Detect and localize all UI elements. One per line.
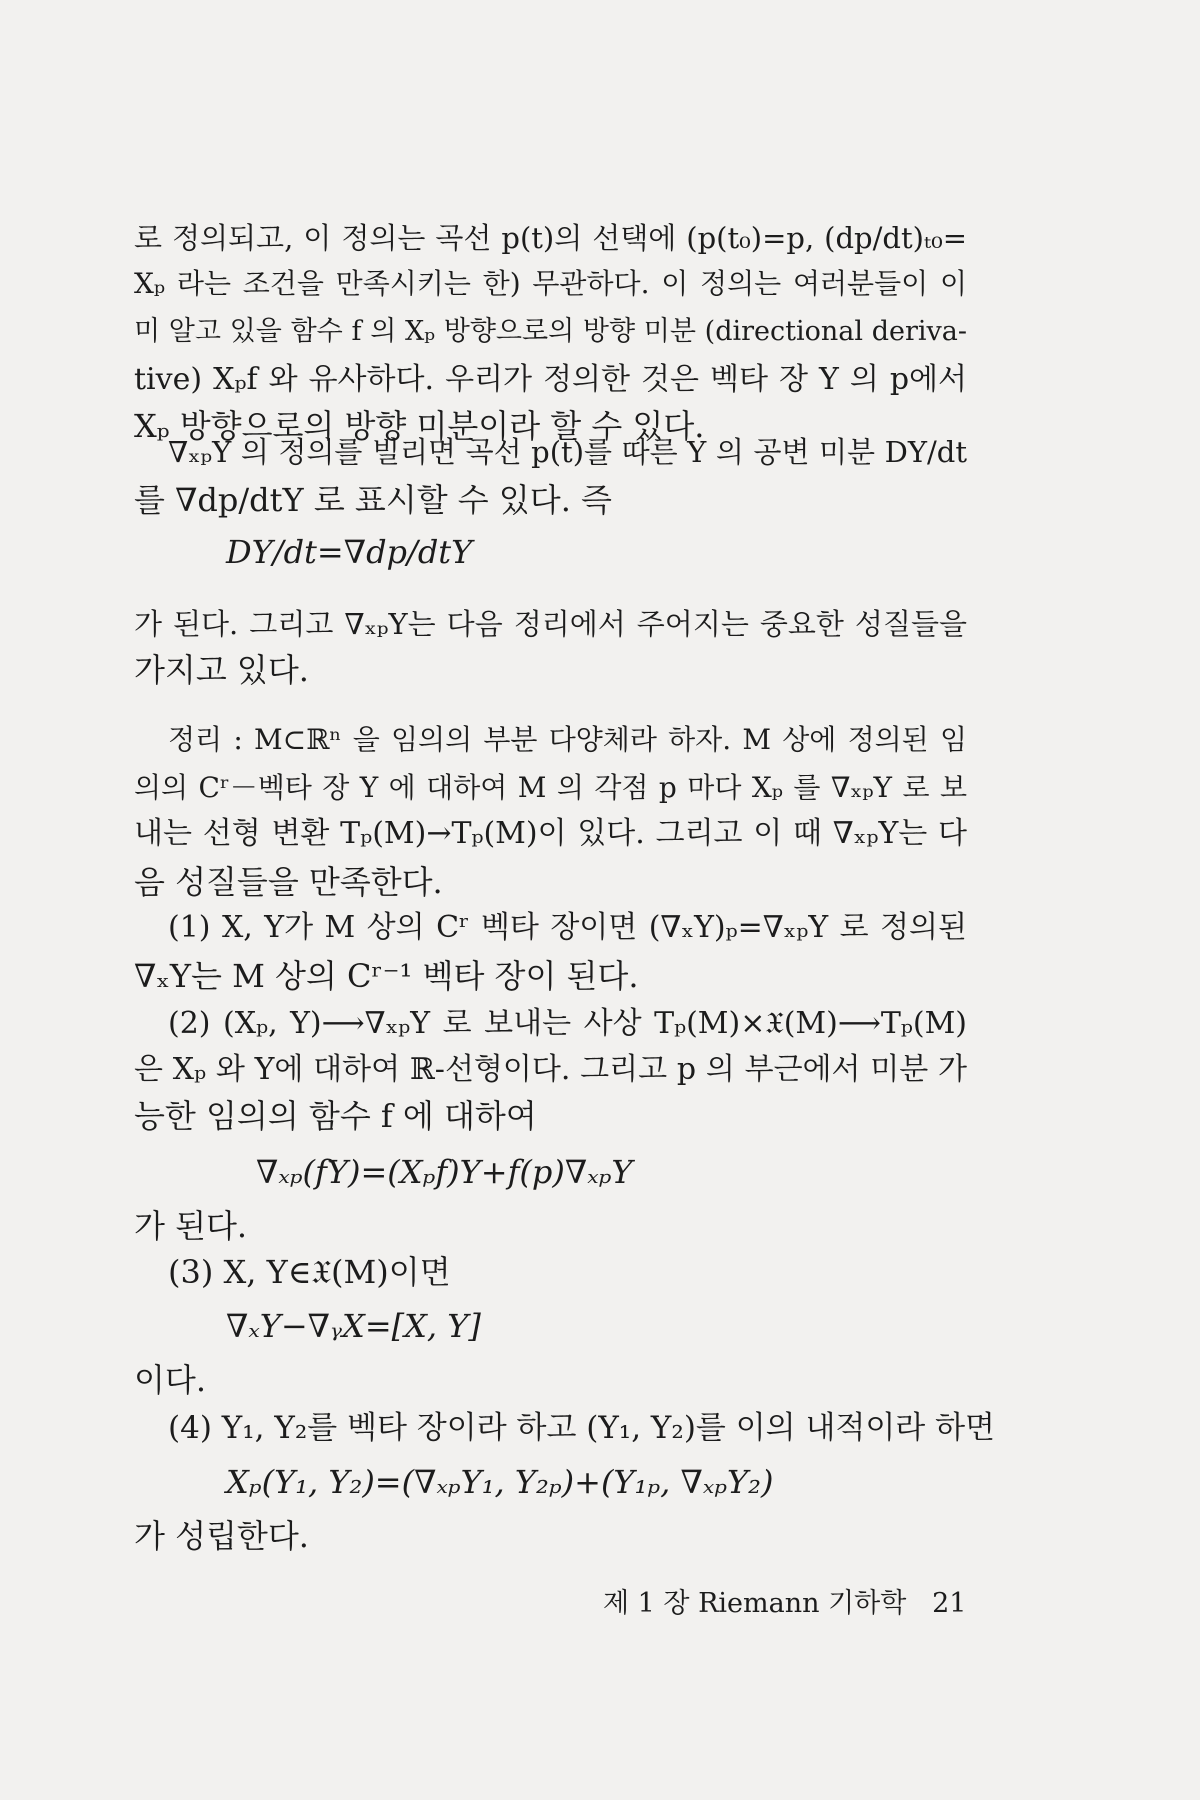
theorem-line: 음 성질들을 만족한다. [134, 863, 443, 901]
body-line: 가 된다. 그리고 ∇ₓₚY는 다음 정리에서 주어지는 중요한 성질들을 [134, 607, 967, 641]
body-line: Xₚ 라는 조건을 만족시키는 한) 무관하다. 이 정의는 여러분들이 이 [134, 267, 967, 300]
equation-covariant-derivative: DY/dt=∇dp/dtY [226, 533, 473, 571]
theorem-line: 정리 : M⊂ℝⁿ 을 임의의 부분 다양체라 하자. M 상에 정의된 임 [168, 723, 967, 756]
item-1-line: ∇ₓY는 M 상의 Cʳ⁻¹ 벡타 장이 된다. [134, 957, 639, 995]
theorem-line: 내는 선형 변환 Tₚ(M)→Tₚ(M)이 있다. 그리고 이 때 ∇ₓₚY는 다 [134, 816, 967, 851]
body-line: 가 된다. [134, 1207, 248, 1245]
item-2-line: 능한 임의의 함수 f 에 대하여 [134, 1097, 537, 1135]
theorem-line: 의의 Cʳ－벡타 장 Y 에 대하여 M 의 각점 p 마다 Xₚ 를 ∇ₓₚY 로 보 [134, 771, 967, 804]
chapter-title: 제 1 장 Riemann 기하학 [603, 1588, 907, 1619]
item-4-line: (4) Y₁, Y₂를 벡타 장이라 하고 (Y₁, Y₂)를 이의 내적이라 하면 [168, 1410, 995, 1446]
body-line: 미 알고 있을 함수 f 의 Xₚ 방향으로의 방향 미분 (directional deriva- [134, 316, 967, 347]
item-3-line: (3) X, Y∈𝔛(M)이면 [168, 1253, 451, 1291]
body-line: 가지고 있다. [134, 651, 309, 689]
body-line: 를 ∇dp/dtY 로 표시할 수 있다. 즉 [134, 481, 612, 519]
body-line: tive) Xₚf 와 유사하다. 우리가 정의한 것은 벡타 장 Y 의 p에서 [134, 362, 967, 397]
body-line: ∇ₓₚY 의 정의를 빌리면 곡선 p(t)를 따른 Y 의 공변 미분 DY/dt [168, 435, 967, 469]
body-line: Xₚ 방향으로의 방향 미분이라 할 수 있다. [134, 407, 705, 445]
item-2-line: 은 Xₚ 와 Y에 대하여 ℝ-선형이다. 그리고 p 의 부근에서 미분 가 [134, 1052, 967, 1087]
item-2-line: (2) (Xₚ, Y)⟶∇ₓₚY 로 보내는 사상 Tₚ(M)×𝔛(M)⟶Tₚ(M) [168, 1006, 967, 1041]
equation-torsion-free: ∇ₓY−∇ᵧX=[X, Y] [226, 1307, 481, 1345]
page-number: 21 [932, 1588, 967, 1619]
item-1-line: (1) X, Y가 M 상의 Cʳ 벡타 장이면 (∇ₓY)ₚ=∇ₓₚY 로 정의된 [168, 910, 967, 945]
body-line: 이다. [134, 1361, 206, 1399]
page-footer [603, 1586, 966, 1622]
body-line: 가 성립한다. [134, 1517, 309, 1555]
equation-leibniz-rule: ∇ₓₚ(fY)=(Xₚf)Y+f(p)∇ₓₚY [256, 1153, 633, 1191]
body-line: 로 정의되고, 이 정의는 곡선 p(t)의 선택에 (p(t₀)=p, (dp/dt)ₜ₀= [134, 221, 967, 255]
equation-metric-compatibility: Xₚ(Y₁, Y₂)=(∇ₓₚY₁, Y₂ₚ)+(Y₁ₚ, ∇ₓₚY₂) [226, 1463, 774, 1501]
